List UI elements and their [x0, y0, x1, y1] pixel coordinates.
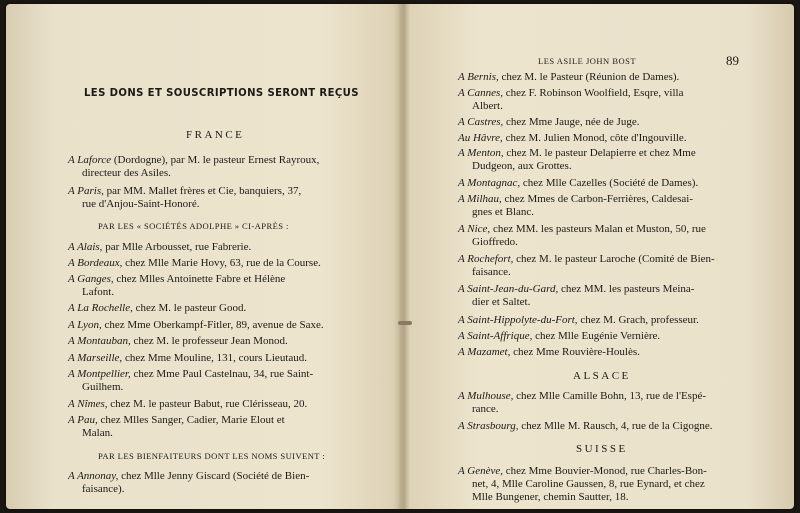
- entry-text: chez M. le professeur Jean Monod.: [130, 335, 288, 347]
- entry-geneve: [458, 465, 758, 504]
- subsection-bienfaiteurs: PAR LES BIENFAITEURS DONT LES NOMS SUIVENT :: [98, 451, 326, 461]
- entry-text: chez Mlle Camille Bohn, 13, rue de l'Espé-: [513, 390, 707, 402]
- entry-text: chez Mlle Marie Hovy, 63, rue de la Course.: [122, 257, 321, 269]
- entry-place: A Bordeaux,: [68, 257, 123, 269]
- entry-text: chez M. Grach, professeur.: [577, 314, 699, 326]
- entry-text: chez Mlles Antoinette Fabre et Hélène: [113, 273, 286, 285]
- section-alsace: ALSACE: [573, 370, 631, 382]
- entry-bernis: [458, 71, 758, 84]
- entry-place: A Nîmes,: [68, 398, 108, 410]
- entry-place: A Saint-Hippolyte-du-Fort,: [458, 314, 578, 326]
- entry-place: A Bernis,: [458, 71, 499, 83]
- entry-mulhouse: [458, 390, 758, 416]
- entry-paris: [68, 185, 368, 211]
- entry-laforce: [68, 154, 368, 180]
- entry-text: chez Mme Mouline, 131, cours Lieutaud.: [122, 352, 308, 364]
- entry-text: par MM. Mallet frères et Cie, banquiers, 37,: [103, 185, 302, 197]
- entry-text: chez Mlle Jenny Giscard (Société de Bien-: [118, 470, 310, 482]
- entry-text: chez M. le pasteur Good.: [132, 302, 247, 314]
- entry-place: A Pau,: [68, 414, 98, 426]
- entry-place: A Saint-Jean-du-Gard,: [458, 283, 559, 295]
- entry-text-continued: Malan.: [82, 427, 113, 439]
- entry-place: A Menton,: [458, 147, 504, 159]
- section-france: FRANCE: [186, 129, 245, 141]
- entry-text-continued: faisance).: [82, 483, 125, 495]
- entry-annonay: [68, 470, 368, 496]
- entry-rochefort: [458, 253, 758, 279]
- subsection-societes: PAR LES « SOCIÉTÉS ADOLPHE » CI-APRÈS :: [98, 221, 289, 231]
- entry-text: chez M. le pasteur Laroche (Comité de Bien-: [513, 253, 715, 265]
- right-page: [406, 4, 794, 509]
- entry-text: chez Mme Paul Castelnau, 34, rue Saint-: [130, 368, 314, 380]
- entry-text: chez MM. les pasteurs Meina-: [558, 283, 695, 295]
- entry-text: chez Mlle Cazelles (Société de Dames).: [520, 177, 699, 189]
- entry-text: chez Mlle M. Rausch, 4, rue de la Cigogne.: [518, 420, 713, 432]
- entry-text: chez M. Julien Monod, côte d'Ingouville.: [502, 132, 687, 144]
- entry-menton: [458, 147, 758, 173]
- entry-text: chez Mlle Eugénie Vernière.: [532, 330, 661, 342]
- entry-text-continued: Lafont.: [82, 286, 115, 298]
- entry-place: A Lyon,: [68, 319, 102, 331]
- entry-text: chez F. Robinson Woolfield, Esqre, villa: [503, 87, 684, 99]
- entry-text-continued: Albert.: [472, 100, 503, 112]
- entry-text: chez M. le pasteur Babut, rue Clérisseau, 20.: [107, 398, 308, 410]
- entry-text-continued: Dudgeon, aux Grottes.: [472, 160, 572, 172]
- entry-montagnac: [458, 177, 758, 190]
- entry-place: A Mulhouse,: [458, 390, 514, 402]
- page-number: 89: [726, 53, 739, 68]
- entry-bordeaux: [68, 257, 368, 270]
- entry-strasbourg: [458, 420, 758, 433]
- entry-text: chez M. le Pasteur (Réunion de Dames).: [498, 71, 680, 83]
- entry-place: A Marseille,: [68, 352, 123, 364]
- entry-place: A Saint-Affrique,: [458, 330, 533, 342]
- entry-cannes: [458, 87, 758, 113]
- entry-montpellier: [68, 368, 368, 394]
- entry-place: A Rochefort,: [458, 253, 514, 265]
- entry-text-continued: rance.: [472, 403, 499, 415]
- entry-alais: [68, 241, 368, 254]
- entry-text-continued: Gioffredo.: [472, 236, 518, 248]
- entry-text: (Dordogne), par M. le pasteur Ernest Rayroux,: [111, 154, 320, 166]
- entry-text-continued: dier et Saltet.: [472, 296, 531, 308]
- entry-text: chez MM. les pasteurs Malan et Muston, 50, rue: [490, 223, 706, 235]
- entry-place: A Annonay,: [68, 470, 119, 482]
- entry-text: chez Mme Rouvière-Houlès.: [510, 346, 640, 358]
- entry-marseille: [68, 352, 368, 365]
- entry-montauban: [68, 335, 368, 348]
- entry-place: A Cannes,: [458, 87, 504, 99]
- entry-place: A Strasbourg,: [458, 420, 519, 432]
- left-page: [6, 4, 398, 509]
- entry-havre: [458, 132, 758, 145]
- entry-text: chez Mme Bouvier-Monod, rue Charles-Bon-: [503, 465, 707, 477]
- entry-nimes: [68, 398, 368, 411]
- entry-nice: [458, 223, 758, 249]
- entry-place: A Milhau,: [458, 193, 502, 205]
- entry-saint-jean-du-gard: [458, 283, 758, 309]
- entry-text: chez Mme Jauge, née de Juge.: [503, 116, 640, 128]
- entry-text: chez Mme Oberkampf-Fitler, 89, avenue de Saxe.: [101, 319, 324, 331]
- entry-castres: [458, 116, 758, 129]
- entry-mazamet: [458, 346, 758, 359]
- entry-text-continued: faisance.: [472, 266, 511, 278]
- entry-place: A Castres,: [458, 116, 504, 128]
- entry-la-rochelle: [68, 302, 368, 315]
- entry-ganges: [68, 273, 368, 299]
- entry-text-continued: Guilhem.: [82, 381, 124, 393]
- entry-place: A Montagnac,: [458, 177, 521, 189]
- entry-text-continued: Mlle Bungener, chemin Sautter, 18.: [472, 491, 629, 503]
- entry-text-continued: gnes et Blanc.: [472, 206, 535, 218]
- entry-text: chez M. le pasteur Delapierre et chez Mme: [503, 147, 696, 159]
- entry-place: A Ganges,: [68, 273, 114, 285]
- entry-text: par Mlle Arbousset, rue Fabrerie.: [102, 241, 252, 253]
- entry-text: chez Mmes de Carbon-Ferrières, Caldesai-: [501, 193, 694, 205]
- entry-pau: [68, 414, 368, 440]
- entry-place: Au Hâvre,: [458, 132, 503, 144]
- section-suisse: SUISSE: [576, 443, 628, 455]
- entry-text-continued: net, 4, Mlle Caroline Gaussen, 8, rue Eynard, et chez: [472, 478, 705, 490]
- entry-text-continued: rue d'Anjou-Saint-Honoré.: [82, 198, 200, 210]
- entry-lyon: [68, 319, 368, 332]
- entry-milhau: [458, 193, 758, 219]
- entry-place: A Montpellier,: [68, 368, 131, 380]
- entry-text-continued: directeur des Asiles.: [82, 167, 171, 179]
- entry-place: A Mazamet,: [458, 346, 511, 358]
- entry-place: A Genève,: [458, 465, 503, 477]
- book-spread: [6, 4, 794, 509]
- entry-text: chez Mlles Sanger, Cadier, Marie Elout et: [97, 414, 285, 426]
- entry-place: A Montauban,: [68, 335, 131, 347]
- page-title: LES DONS ET SOUSCRIPTIONS SERONT REÇUS: [84, 87, 359, 99]
- entry-place: A Alais,: [68, 241, 103, 253]
- entry-saint-affrique: [458, 330, 758, 343]
- entry-saint-hippolyte: [458, 314, 758, 327]
- entry-place: A Paris,: [68, 185, 104, 197]
- running-head: LES ASILE JOHN BOST: [538, 56, 637, 66]
- entry-place: A La Rochelle,: [68, 302, 133, 314]
- entry-place: A Nice,: [458, 223, 491, 235]
- entry-place: A Laforce: [68, 154, 112, 166]
